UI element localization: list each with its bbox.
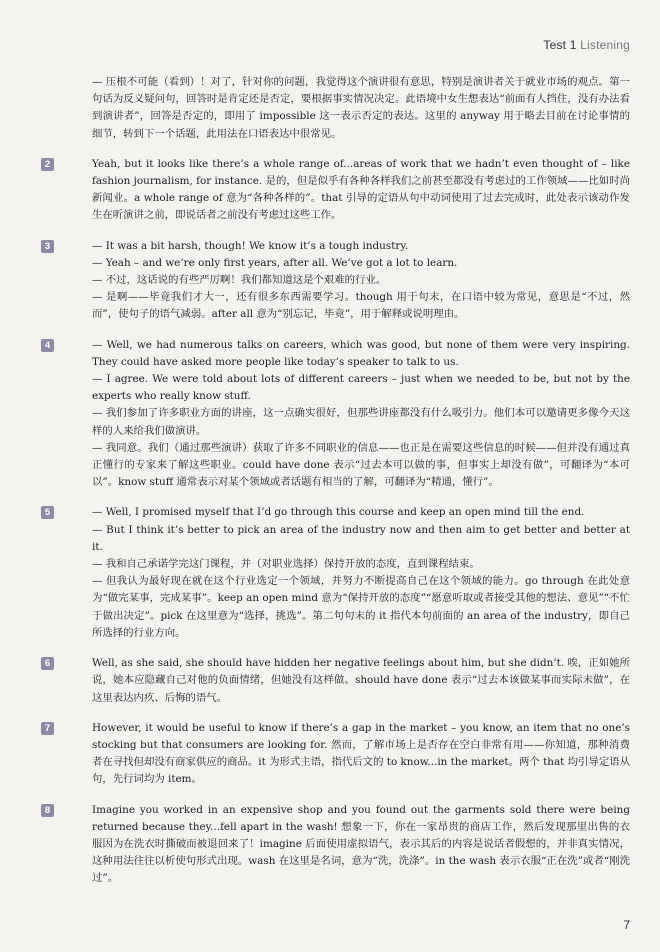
item-line: — Well, we had numerous talks on careers, which was good, but none of them were very inspiring. They could have asked more people like today’s speaker to talk to us. [92,338,630,368]
explanation-item [28,802,630,888]
explanation-item [28,720,630,789]
explanation-list [28,156,630,888]
intro-paragraph [28,74,630,143]
explanation-item [28,238,630,324]
explanation-item [28,337,630,492]
item-number-badge: 4 [41,339,54,352]
item-number-badge: 6 [41,657,54,670]
item-line: Well, as she said, she should have hidden her negative feelings about him, but she didn’t. 唉，正如她所说，她本应隐藏自己对他的负面情绪，但她没有这样做。should have done 表示“过去本该做某事而实际未做”，在这里表达内疚、后悔的语气。 [92,657,630,704]
item-line: — It was a bit harsh, though! We know it’s a tough industry. [92,239,409,252]
item-line: Yeah, but it looks like there’s a whole range of...areas of work that we hadn’t even thought of – like fashion journalism, for instance. 是的，但是似乎有各种各样我们之前甚至都没有考虑过的工作领域——比如时尚新闻业。a whole range of 意为“各种各样的”。that 引导的定语从句中动词使用了过去完成时，此处表示该动作发生在听演讲之前，即说话者之前没有考虑过这些工作。 [92,157,630,222]
item-line: However, it would be useful to know if there’s a gap in the market – you know, an item that no one’s stocking but that consumers are looking for. 然而，了解市场上是否存在空白非常有用——你知道，那种消费者在寻找但却没有商家供应的商品。it 为形式主语，指代后文的 to know...in the market。两个 that 均引导定语从句，先行词均为 item。 [92,721,630,786]
page-body [28,74,630,901]
item-line: — But I think it’s better to pick an area of the industry now and then aim to get better and better at it. [92,523,630,553]
page-number: 7 [623,918,630,932]
explanation-item [28,156,630,225]
running-header [543,38,630,52]
item-line: — 不过，这话说的有些严厉啊！我们都知道这是个艰难的行业。 [92,274,387,287]
item-line: — 我和自己承诺学完这门课程，并（对职业选择）保持开放的态度，直到课程结束。 [92,558,480,571]
item-number-badge: 2 [41,158,54,171]
item-number-badge: 7 [41,722,54,735]
item-line: — 但我认为最好现在就在这个行业选定一个领域，并努力不断提高自己在这个领域的能力。go through 在此处意为“做完某事，完成某事”。keep an open mind 意为“保持开放的态度”“愿意听取或者接受其他的想法、意见”“不忙于做出决定”。pick 在这里意为“选择，挑选”。第二句句末的 it 指代本句前面的 an area of the industry，即自己所选择的行业方向。 [92,575,630,639]
explanation-item [28,504,630,642]
item-line: — Yeah – and we’re only first years, after all. We’ve got a lot to learn. [92,256,458,269]
item-line: — 我同意。我们（通过那些演讲）获取了许多不同职业的信息——也正是在需要这些信息的时候——但并没有通过真正懂行的专家来了解这些职业。could have done 表示“过去本可以做的事，但事实上却没有做”，可翻译为“本可以”。know stuff 通常表示对某个领域或者话题有相当的了解，可翻译为“精通，懂行”。 [92,441,630,489]
item-number-badge: 5 [41,506,54,519]
item-line: — 是啊——毕竟我们才大一，还有很多东西需要学习。though 用于句末，在口语中较为常见，意思是“不过，然而”，使句子的语气减弱。after all 意为“别忘记，毕竟”，用于解释或说明理由。 [92,291,630,321]
item-number-badge: 3 [41,240,54,253]
intro-text: — 压根不可能（看到）！对了，针对你的问题，我觉得这个演讲很有意思，特别是演讲者关于就业市场的观点。第一句话为反义疑问句，回答时是肯定还是否定，要根据事实情况决定。此语境中女生想表达“前面有人挡住，没有办法看到演讲者”，回答是否定的，即用了 impossible 这一表示否定的表达。这里的 anyway 用于略去目前在讨论事情的细节，转到下一个话题，此用法在口语表达中很常见。 [92,76,630,140]
test-label: Test 1 [543,38,577,52]
item-line: Imagine you worked in an expensive shop and you found out the garments sold there were being returned because they...fell apart in the wash! 想象一下，你在一家昂贵的商店工作，然后发现那里出售的衣服因为在洗衣时撕破而被退回来了！imagine 后面使用虚拟语气，表示其后的内容是说话者假想的，并非真实情况，这种用法往往以析使句形式出现。wash 在这里是名词，意为“洗，洗涤”。in the wash 表示衣服“正在洗”或者“刚洗过”。 [92,803,630,885]
section-label: Listening [580,38,630,52]
explanation-item [28,655,630,707]
item-line: — I agree. We were told about lots of different careers – just when we needed to be, but not by the experts who really know stuff. [92,373,630,403]
item-number-badge: 8 [41,804,54,817]
item-line: — 我们参加了许多职业方面的讲座，这一点确实很好，但那些讲座都没有什么吸引力。他们本可以邀请更多像今天这样的人来给我们做演讲。 [92,407,630,437]
item-line: — Well, I promised myself that I’d go through this course and keep an open mind till the end. [92,506,585,519]
